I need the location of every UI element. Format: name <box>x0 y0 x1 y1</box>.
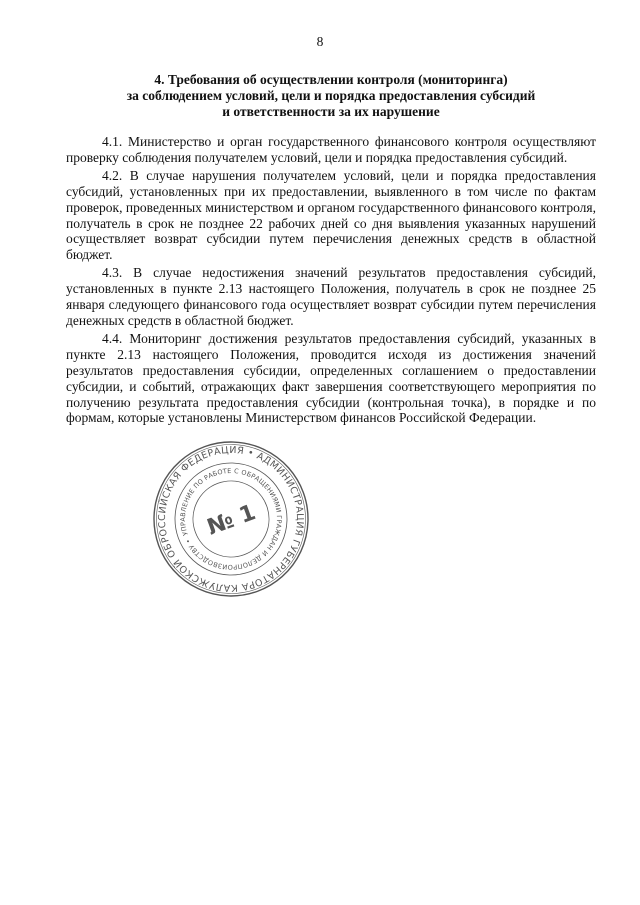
seal-graphic <box>151 439 311 599</box>
section-title-line-2: за соблюдением условий, цели и порядка предоставления субсидий <box>126 88 536 103</box>
paragraph-4-2: 4.2. В случае нарушения получателем условий, цели и порядка предоставления субсидий, установленных при их предоставлении, выявленного в том числе по фактам проверок, проведенных министерством и органом государственного финансового контроля, получатель в срок не позднее 22 рабочих дней со дня выявления указанных нарушений осуществляет возврат субсидии путем перечисления денежных средств в областной бюджет. <box>66 167 596 263</box>
document-body <box>66 134 596 428</box>
seal-inner-textpath: УПРАВЛЕНИЕ ПО РАБОТЕ С ОБРАЩЕНИЯМИ ГРАЖДАН И ДЕЛОПРОИЗВОДСТВУ • <box>178 466 284 572</box>
page-number: 8 <box>316 34 324 49</box>
section-title <box>66 72 596 120</box>
section-title-line-3: и ответственности за их нарушение <box>222 104 440 119</box>
seal-center-text: № 1 <box>204 500 260 541</box>
official-seal <box>151 439 311 599</box>
paragraph-4-1: 4.1. Министерство и орган государственного финансового контроля осуществляют проверку соблюдения получателем условий, цели и порядка предоставления субсидий. <box>66 134 596 165</box>
paragraph-4-4: 4.4. Мониторинг достижения результатов предоставления субсидий, указанных в пункте 2.13 настоящего Положения, проводится исходя из достижения значений результатов предоставления субсидии, определенных соглашением о предоставлении субсидии, и событий, отражающих факт завершения соответствующего мероприятия по получению результата предоставления субсидии (контрольная точка), в порядке и по формам, которые установлены Министерством финансов Российской Федерации. <box>66 330 596 426</box>
paragraph-4-3: 4.3. В случае недостижения значений результатов предоставления субсидий, установленных в пункте 2.13 настоящего Положения, получатель в срок не позднее 25 января следующего финансового года осуществляет возврат субсидии путем перечисления денежных средств в областной бюджет. <box>66 265 596 328</box>
seal-outer-textpath: РОССИЙСКАЯ ФЕДЕРАЦИЯ • АДМИНИСТРАЦИЯ ГУБЕРНАТОРА КАЛУЖСКОЙ ОБЛАСТИ <box>156 444 306 594</box>
section-title-line-1: 4. Требования об осуществлении контроля (мониторинга) <box>154 72 508 87</box>
